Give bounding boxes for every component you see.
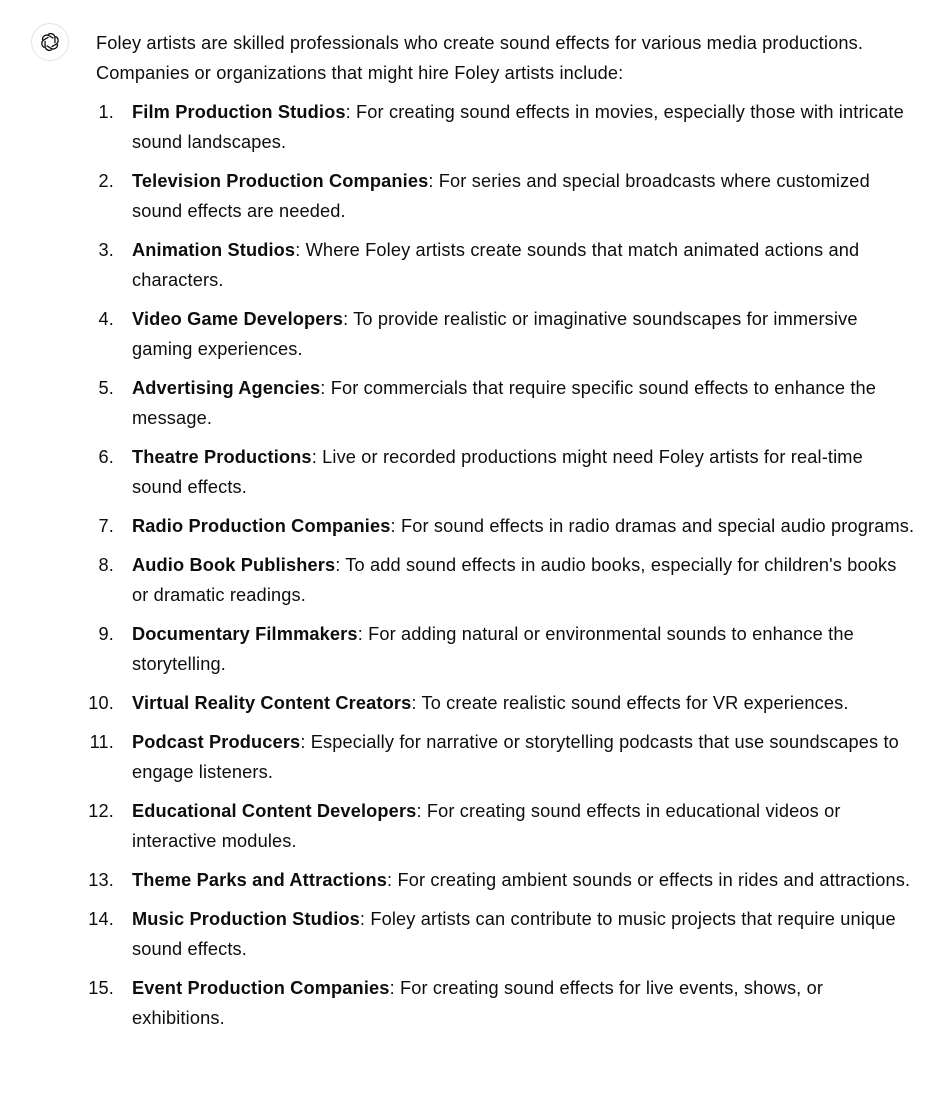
- list-item-description: : To provide realistic or imaginative soundscapes for immersive gaming experiences.: [132, 309, 858, 359]
- list-item: [96, 166, 916, 226]
- list-item: [88, 796, 916, 856]
- list-item: [88, 865, 916, 895]
- list-item: [96, 97, 916, 157]
- list-item-number: 14.: [88, 909, 114, 929]
- list-item-number: 4.: [98, 309, 114, 329]
- openai-logo-icon: [39, 31, 61, 53]
- list-item-number: 5.: [98, 378, 114, 398]
- list-item: [88, 688, 916, 718]
- list-item-term: Theme Parks and Attractions: [132, 870, 388, 890]
- list-item-description: : Where Foley artists create sounds that match animated actions and characters.: [132, 240, 860, 290]
- list-item-number: 7.: [98, 516, 114, 536]
- list-item: [96, 304, 916, 364]
- list-item: [96, 550, 916, 610]
- list-item: [96, 373, 916, 433]
- list-item-number: 15.: [88, 978, 114, 998]
- employer-list: [88, 97, 916, 1033]
- list-item-description: : For commercials that require specific sound effects to enhance the message.: [132, 378, 877, 428]
- list-item-term: Documentary Filmmakers: [132, 624, 358, 644]
- list-item-description: : For creating ambient sounds or effects in rides and attractions.: [387, 870, 911, 890]
- assistant-message: [88, 28, 916, 1042]
- list-item-description: : Foley artists can contribute to music projects that require unique sound effects.: [132, 909, 896, 959]
- list-item-description: : For creating sound effects in movies, especially those with intricate sound landscapes.: [132, 102, 904, 152]
- list-item-description: : Live or recorded productions might need Foley artists for real-time sound effects.: [132, 447, 863, 497]
- list-item-term: Animation Studios: [132, 240, 296, 260]
- list-item-number: 10.: [88, 693, 114, 713]
- list-item-description: : Especially for narrative or storytelling podcasts that use soundscapes to engage listeners.: [132, 732, 899, 782]
- list-item-number: 8.: [98, 555, 114, 575]
- list-item-number: 12.: [88, 801, 114, 821]
- message-intro: Foley artists are skilled professionals who create sound effects for various media productions. Companies or organizations that might hire Foley artists include:: [96, 33, 864, 83]
- list-item-number: 3.: [98, 240, 114, 260]
- list-item-term: Film Production Studios: [132, 102, 346, 122]
- list-item-number: 1.: [98, 102, 114, 122]
- list-item: [96, 235, 916, 295]
- list-item-description: : For creating sound effects for live events, shows, or exhibitions.: [132, 978, 824, 1028]
- list-item-number: 11.: [89, 732, 114, 752]
- list-item: [96, 619, 916, 679]
- list-item-term: Radio Production Companies: [132, 516, 391, 536]
- list-item: [89, 727, 916, 787]
- list-item-term: Audio Book Publishers: [132, 555, 336, 575]
- list-item-description: : To create realistic sound effects for VR experiences.: [411, 693, 849, 713]
- list-item: [96, 442, 916, 502]
- list-item-number: 9.: [98, 624, 114, 644]
- list-item-term: Television Production Companies: [132, 171, 429, 191]
- list-item-number: 6.: [98, 447, 114, 467]
- list-item-number: 2.: [98, 171, 114, 191]
- list-item: [88, 973, 916, 1033]
- list-item-term: Music Production Studios: [132, 909, 360, 929]
- list-item-description: : For sound effects in radio dramas and special audio programs.: [390, 516, 915, 536]
- assistant-avatar: [31, 23, 69, 61]
- list-item-term: Advertising Agencies: [132, 378, 321, 398]
- list-item-term: Educational Content Developers: [132, 801, 417, 821]
- list-item-term: Virtual Reality Content Creators: [132, 693, 412, 713]
- list-item-description: : To add sound effects in audio books, especially for children's books or dramatic readings.: [132, 555, 897, 605]
- list-item-description: : For series and special broadcasts where customized sound effects are needed.: [132, 171, 870, 221]
- list-item-description: : For adding natural or environmental sounds to enhance the storytelling.: [132, 624, 854, 674]
- list-item-term: Event Production Companies: [132, 978, 390, 998]
- list-item-description: : For creating sound effects in educational videos or interactive modules.: [132, 801, 841, 851]
- list-item-number: 13.: [88, 870, 114, 890]
- list-item-term: Video Game Developers: [132, 309, 344, 329]
- list-item: [88, 904, 916, 964]
- list-item-term: Podcast Producers: [132, 732, 301, 752]
- list-item: [96, 511, 916, 541]
- list-item-term: Theatre Productions: [132, 447, 312, 467]
